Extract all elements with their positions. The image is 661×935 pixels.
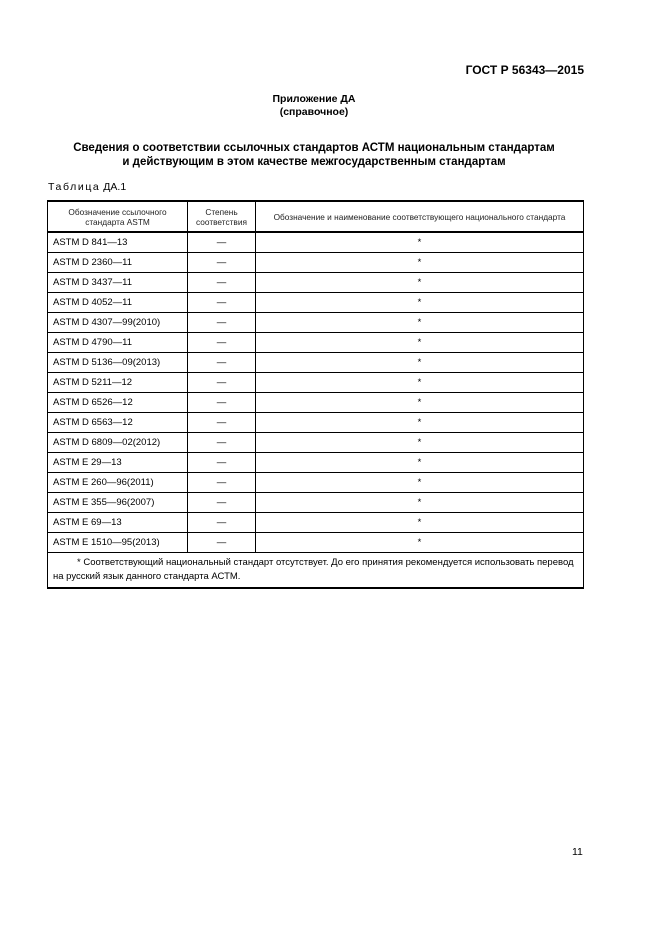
cell-degree: — bbox=[188, 453, 256, 473]
column-header-national-standard: Обозначение и наименование соответствующего национального стандарта bbox=[256, 201, 584, 232]
cell-astm-standard: ASTM E 1510—95(2013) bbox=[48, 533, 188, 553]
section-heading-line-1: Сведения о соответствии ссылочных стандартов АСТМ национальным стандартам bbox=[73, 142, 555, 154]
cell-national-standard: * bbox=[256, 253, 584, 273]
cell-astm-standard: ASTM D 6809—02(2012) bbox=[48, 433, 188, 453]
cell-national-standard: * bbox=[256, 273, 584, 293]
appendix-title bbox=[0, 93, 628, 119]
table-row bbox=[48, 413, 584, 433]
cell-degree: — bbox=[188, 293, 256, 313]
table-row bbox=[48, 333, 584, 353]
table-row bbox=[48, 513, 584, 533]
section-heading bbox=[0, 141, 628, 169]
cell-national-standard: * bbox=[256, 433, 584, 453]
table-row bbox=[48, 393, 584, 413]
cell-national-standard: * bbox=[256, 373, 584, 393]
cell-astm-standard: ASTM D 841—13 bbox=[48, 232, 188, 253]
table-row bbox=[48, 533, 584, 553]
cell-astm-standard: ASTM D 6563—12 bbox=[48, 413, 188, 433]
cell-astm-standard: ASTM D 5211—12 bbox=[48, 373, 188, 393]
page-number: 11 bbox=[572, 846, 583, 858]
table-header-row bbox=[48, 201, 584, 232]
document-code: ГОСТ Р 56343—2015 bbox=[465, 63, 584, 77]
table-row bbox=[48, 313, 584, 333]
cell-astm-standard: ASTM D 5136—09(2013) bbox=[48, 353, 188, 373]
cell-astm-standard: ASTM E 29—13 bbox=[48, 453, 188, 473]
cell-national-standard: * bbox=[256, 453, 584, 473]
table-row bbox=[48, 373, 584, 393]
cell-astm-standard: ASTM D 4307—99(2010) bbox=[48, 313, 188, 333]
table-caption-number: ДА.1 bbox=[103, 181, 127, 193]
cell-degree: — bbox=[188, 232, 256, 253]
cell-degree: — bbox=[188, 533, 256, 553]
cell-national-standard: * bbox=[256, 493, 584, 513]
cell-astm-standard: ASTM D 2360—11 bbox=[48, 253, 188, 273]
table-row bbox=[48, 493, 584, 513]
table-row bbox=[48, 273, 584, 293]
table-row bbox=[48, 473, 584, 493]
cell-national-standard: * bbox=[256, 413, 584, 433]
cell-degree: — bbox=[188, 493, 256, 513]
cell-astm-standard: ASTM D 6526—12 bbox=[48, 393, 188, 413]
column-header-degree: Степень соответствия bbox=[188, 201, 256, 232]
cell-degree: — bbox=[188, 273, 256, 293]
cell-degree: — bbox=[188, 333, 256, 353]
table-caption bbox=[48, 181, 126, 193]
appendix-type: (справочное) bbox=[279, 106, 349, 118]
table-row bbox=[48, 433, 584, 453]
table-row bbox=[48, 293, 584, 313]
cell-astm-standard: ASTM D 4790—11 bbox=[48, 333, 188, 353]
standards-table bbox=[47, 200, 584, 589]
cell-degree: — bbox=[188, 373, 256, 393]
cell-degree: — bbox=[188, 393, 256, 413]
cell-national-standard: * bbox=[256, 232, 584, 253]
cell-degree: — bbox=[188, 353, 256, 373]
cell-national-standard: * bbox=[256, 353, 584, 373]
table-row bbox=[48, 453, 584, 473]
table-footnote-text: * Соответствующий национальный стандарт отсутствует. До его принятия рекомендуется использовать перевод на русский язык данного стандарта АСТМ. bbox=[53, 557, 574, 582]
cell-national-standard: * bbox=[256, 513, 584, 533]
cell-national-standard: * bbox=[256, 393, 584, 413]
table-row bbox=[48, 253, 584, 273]
cell-astm-standard: ASTM E 260—96(2011) bbox=[48, 473, 188, 493]
cell-national-standard: * bbox=[256, 533, 584, 553]
cell-national-standard: * bbox=[256, 293, 584, 313]
cell-astm-standard: ASTM D 3437—11 bbox=[48, 273, 188, 293]
table-footnote-row bbox=[48, 553, 584, 589]
cell-national-standard: * bbox=[256, 473, 584, 493]
appendix-name: Приложение ДА bbox=[272, 93, 356, 105]
cell-astm-standard: ASTM E 355—96(2007) bbox=[48, 493, 188, 513]
cell-national-standard: * bbox=[256, 313, 584, 333]
table-caption-word: Таблица bbox=[48, 181, 101, 193]
cell-astm-standard: ASTM D 4052—11 bbox=[48, 293, 188, 313]
cell-degree: — bbox=[188, 473, 256, 493]
table-footnote bbox=[48, 553, 584, 589]
cell-degree: — bbox=[188, 413, 256, 433]
cell-degree: — bbox=[188, 433, 256, 453]
table-row bbox=[48, 353, 584, 373]
cell-national-standard: * bbox=[256, 333, 584, 353]
cell-astm-standard: ASTM E 69—13 bbox=[48, 513, 188, 533]
table-row bbox=[48, 232, 584, 253]
cell-degree: — bbox=[188, 313, 256, 333]
cell-degree: — bbox=[188, 513, 256, 533]
column-header-astm-standard: Обозначение ссылочного стандарта ASTM bbox=[48, 201, 188, 232]
section-heading-line-2: и действующим в этом качестве межгосударственным стандартам bbox=[122, 156, 506, 168]
cell-degree: — bbox=[188, 253, 256, 273]
